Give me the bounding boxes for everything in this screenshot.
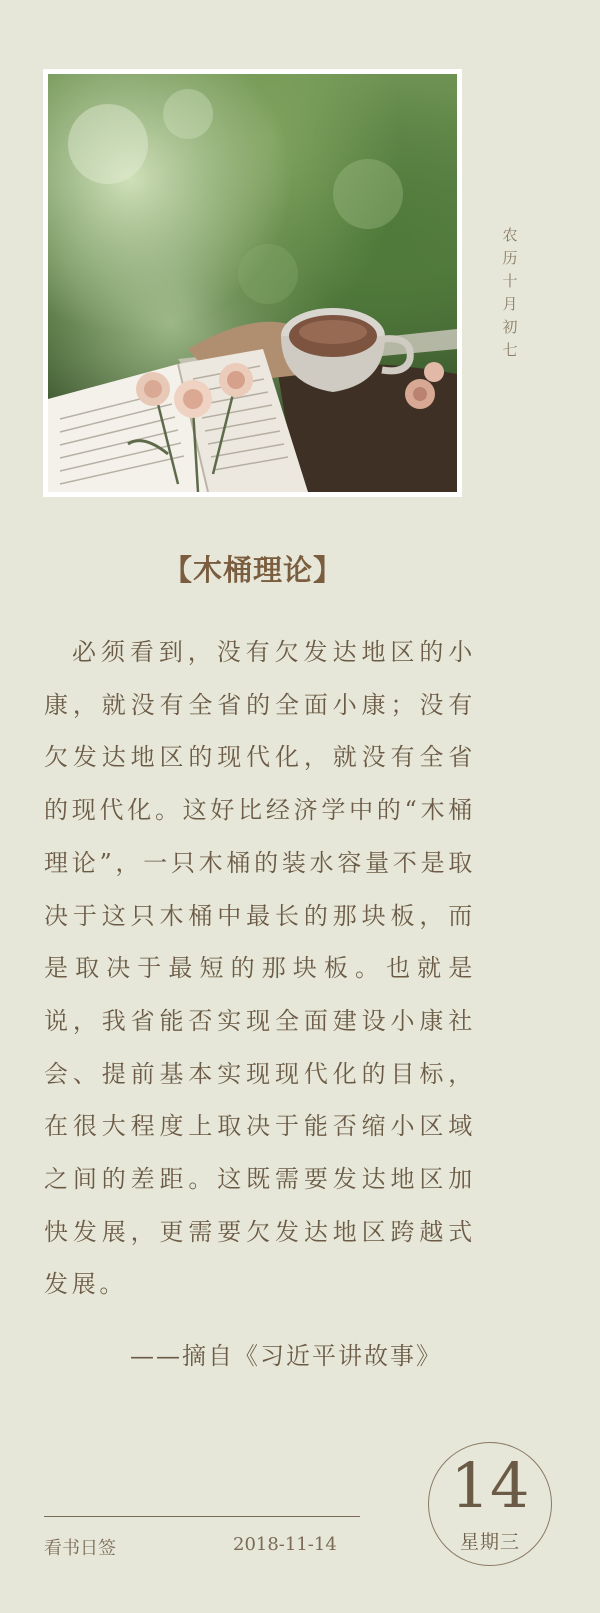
day-number: 14 — [450, 1449, 530, 1522]
weekday-label: 星期三 — [459, 1531, 520, 1553]
quote-source: ——摘自《习近平讲故事》 — [130, 1342, 442, 1370]
article-title: 【木桶理论】 — [162, 553, 343, 587]
cover-photo-frame — [43, 69, 462, 497]
cover-photo — [48, 74, 457, 492]
article-body: 必须看到，没有欠发达地区的小康，就没有全省的全面小康；没有欠发达地区的现代化，就没有全省的现代化。这好比经济学中的“木桶理论”，一只木桶的装水容量不是取决于这只木桶中最长的那块板，而是取决于最短的那块板。也就是说，我省能否实现全面建设小康社会、提前基本实现现代化的目标，在很大程度上取决于能否缩小区域之间的差距。这既需要发达地区加快发展，更需要欠发达地区跨越式发展。 — [44, 638, 476, 1299]
book-coffee-roses-illustration — [48, 74, 457, 492]
calendar-badge — [428, 1442, 552, 1566]
footer-brand: 看书日签 — [44, 1538, 116, 1559]
footer-date: 2018-11-14 — [233, 1534, 337, 1555]
lunar-date: 农历十月初七 — [502, 226, 518, 359]
footer-divider — [44, 1516, 360, 1517]
